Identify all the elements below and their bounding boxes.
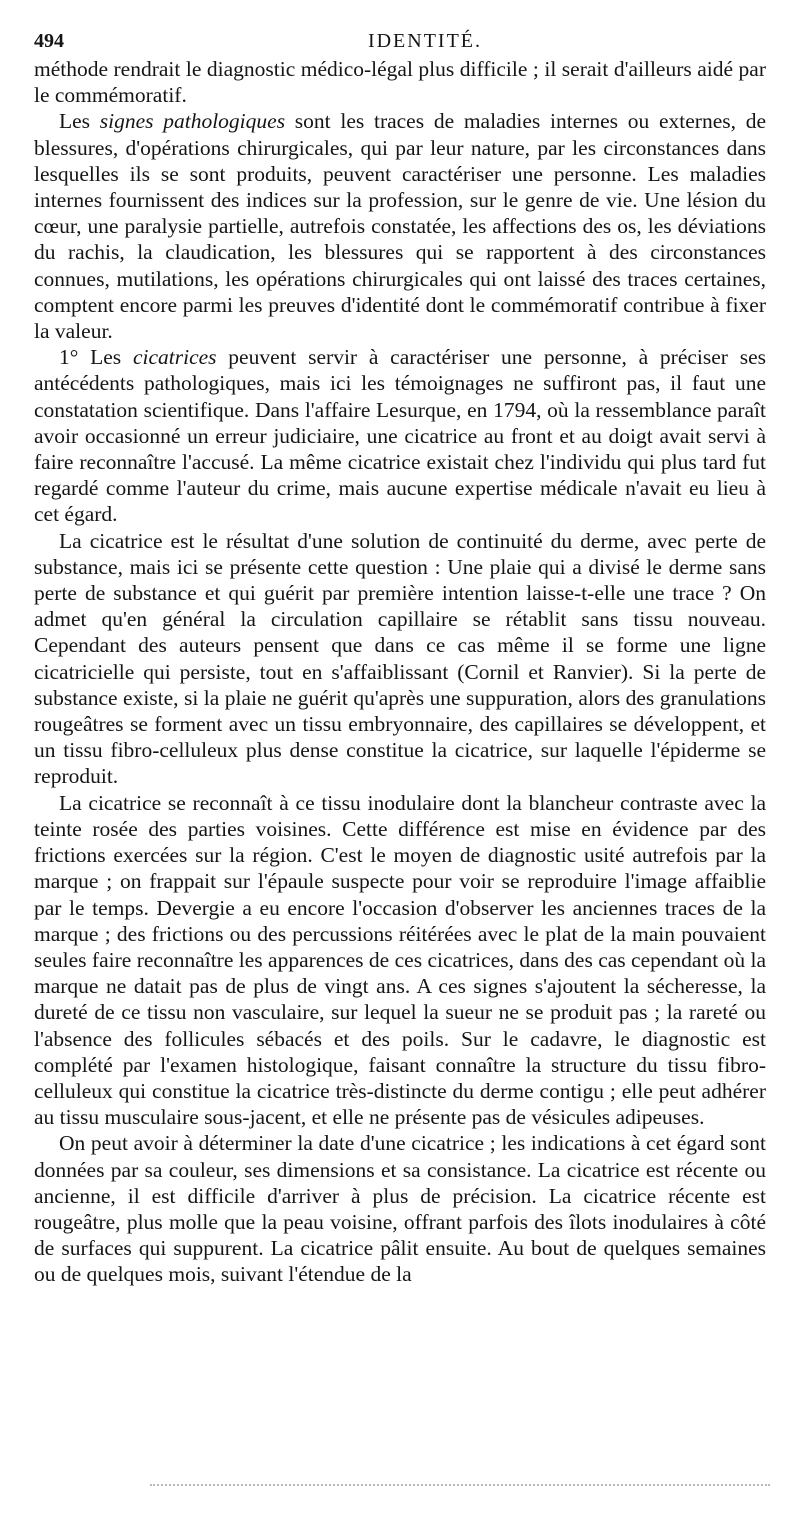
paragraph-text: La cicatrice est le résultat d'une solution de continuité du derme, avec perte de substance, mais ici se présente cette question : Une plaie qui a divisé le derme sans perte de substance et qui guérit par première intention laisse-t-elle une trace ? On admet qu'en général la circulation capillaire se rétablit sans tissu nouveau. Cependant des auteurs pensent que dans ce cas même il se forme une ligne cicatricielle qui persiste, tout en s'affaiblissant (Cornil et Ranvier). Si la perte de substance existe, si la plaie ne guérit qu'après une suppuration, alors des granulations rougeâtres se forment avec un tissu embryonnaire, des capillaires se développent, et un tissu fibro-celluleux plus dense constitue la cicatrice, sur laquelle l'épiderme se reproduit. [34, 528, 766, 789]
paragraph [34, 1130, 766, 1287]
paragraph-lead: 1° Les [59, 345, 133, 370]
footer-rule [150, 1484, 770, 1486]
paragraph-text: méthode rendrait le diagnostic médico-légal plus difficile ; il serait d'ailleurs aidé par le commémoratif. [34, 57, 766, 108]
paragraph-text: On peut avoir à déterminer la date d'une cicatrice ; les indications à cet égard sont données par sa couleur, ses dimensions et sa consistance. La cicatrice est récente ou ancienne, il est difficile d'arriver à plus de précision. La cicatrice récente est rougeâtre, plus molle que la peau voisine, offrant parfois des îlots inodulaires à côté de surfaces qui suppurent. La cicatrice pâlit ensuite. Au bout de quelques semaines ou de quelques mois, suivant l'étendue de la [34, 1131, 766, 1287]
italic-term: cicatrices [132, 345, 217, 370]
running-head: IDENTITÉ. [367, 30, 483, 52]
paragraph [34, 56, 766, 108]
italic-term: signes pathologiques [99, 109, 286, 134]
paragraph [34, 790, 766, 1131]
paragraph-text: La cicatrice se reconnaît à ce tissu inodulaire dont la blancheur contraste avec la teinte rosée des parties voisines. Cette différence est mise en évidence par des frictions exercées sur la région. C'est le moyen de diagnostic usité autrefois par la marque ; on frappait sur l'épaule suspecte pour voir se reproduire l'image affaiblie par le temps. Devergie a eu encore l'occasion d'observer les anciennes traces de la marque ; des frictions ou des percussions réitérées avec le plat de la main pouvaient seules faire reconnaître les apparences de ces cicatrices, dans des cas cependant où la marque ne datait pas de plus de vingt ans. A ces signes s'ajoutent la sécheresse, la dureté de ce tissu non vasculaire, sur lequel la sueur ne se produit pas ; la rareté ou l'absence des follicules sébacés et des poils. Sur le cadavre, le diagnostic est complété par l'examen histologique, faisant connaître la structure du tissu fibro-celluleux qui constitue la cicatrice très-distincte du derme contigu ; elle peut adhérer au tissu musculaire sous-jacent, et elle ne présente pas de vésicules adipeuses. [34, 790, 766, 1130]
paragraph-lead: Les [59, 109, 100, 134]
paragraph [34, 108, 766, 344]
page-number: 494 [34, 30, 64, 52]
paragraph-text: sont les traces de maladies internes ou externes, de blessures, d'opérations chirurgicales, qui par leur nature, par les circonstances dans lesquelles ils se sont produits, peuvent caractériser une personne. Les maladies internes fournissent des indices sur la profession, sur le genre de vie. Une lésion du cœur, une paralysie partielle, autrefois constatée, les affections des os, les déviations du rachis, la claudication, les blessures qui se rapportent à des circonstances connues, mutilations, les opérations chirurgicales qui ont laissé des traces certaines, comptent encore parmi les preuves d'identité dont le commémoratif contribue à fixer la valeur. [34, 109, 766, 344]
page-header [34, 26, 766, 56]
paragraph [34, 528, 766, 790]
body-text [34, 56, 766, 1288]
paragraph-text: peuvent servir à caractériser une personne, à préciser ses antécédents pathologiques, mais ici les témoignages ne suffiront pas, il faut une constatation scientifique. Dans l'affaire Lesurque, en 1794, où la ressemblance paraît avoir occasionné un erreur judiciaire, une cicatrice au front et au doigt avait servi à faire reconnaître l'accusé. La même cicatrice existait chez l'individu qui plus tard fut regardé comme l'auteur du crime, mais aucune expertise médicale n'avait eu lieu à cet égard. [34, 345, 767, 527]
paragraph [34, 344, 766, 527]
book-page [34, 26, 766, 1288]
